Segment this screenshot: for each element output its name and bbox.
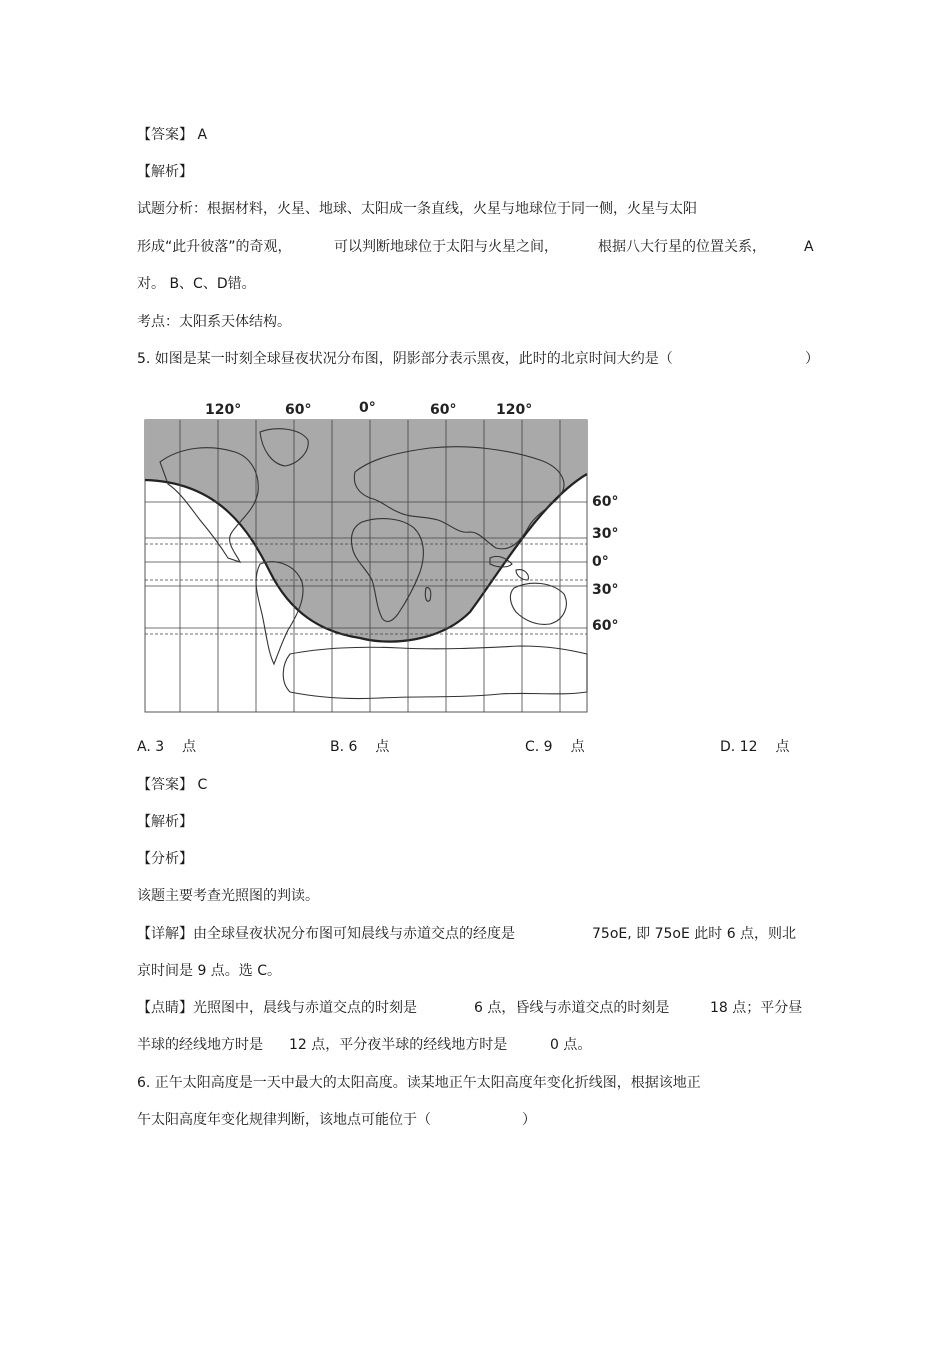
q5-fenxi-heading: 【分析】 [137, 851, 193, 867]
lon-label-60w: 60° [285, 402, 312, 418]
q5-tip-2b: 12 点，平分夜半球的经线地方时是 [289, 1037, 508, 1053]
q5-tip-1b: 6 点，昏线与赤道交点的时刻是 [474, 1000, 670, 1016]
lat-label-0: 0° [592, 554, 609, 570]
q4-analysis-2d: A [804, 239, 814, 255]
q5-tip-1c: 18 点；平分昼 [710, 1000, 803, 1016]
lat-label-30s: 30° [592, 582, 619, 598]
q5-option-b: B. 6 点 [330, 739, 390, 755]
q5-tip-2c: 0 点。 [550, 1037, 592, 1053]
q6-stem-2-close: ） [522, 1112, 536, 1128]
lon-label-120w: 120° [205, 402, 242, 418]
q4-kaodian: 考点：太阳系天体结构。 [137, 314, 291, 330]
lon-label-60e: 60° [430, 402, 457, 418]
q5-detail-1a: 【详解】由全球昼夜状况分布图可知晨线与赤道交点的经度是 [137, 926, 515, 942]
q5-tip-1a: 【点睛】光照图中，晨线与赤道交点的时刻是 [137, 1000, 417, 1016]
q5-stem-close: ） [805, 351, 819, 367]
q4-answer: 【答案】 A [137, 127, 208, 143]
q5-tip-2a: 半球的经线地方时是 [137, 1037, 263, 1053]
q6-stem-2-text: 午太阳高度年变化规律判断，该地点可能位于（ [137, 1112, 431, 1128]
q5-analysis-heading: 【解析】 [137, 814, 193, 830]
q5-option-d: D. 12 点 [720, 739, 790, 755]
q5-detail-line-2: 京时间是 9 点。选 C。 [137, 963, 282, 979]
lat-label-60s: 60° [592, 618, 619, 634]
q4-analysis-heading: 【解析】 [137, 164, 193, 180]
lon-label-0: 0° [359, 400, 376, 416]
q5-fenxi-text: 该题主要考查光照图的判读。 [137, 888, 319, 904]
q5-detail-1b: 75oE, 即 75oE 此时 6 点，则北 [592, 926, 797, 942]
day-night-map [140, 392, 640, 717]
lat-label-30n: 30° [592, 526, 619, 542]
q4-analysis-2b: 可以判断地球位于太阳与火星之间， [334, 239, 558, 255]
q4-analysis-2a: 形成“此升彼落”的奇观， [137, 239, 292, 255]
q5-option-c: C. 9 点 [525, 739, 585, 755]
q4-analysis-line-3: 对。 B、C、D错。 [137, 276, 256, 292]
lat-label-60n: 60° [592, 494, 619, 510]
q5-option-a: A. 3 点 [137, 739, 197, 755]
q4-analysis-line-1: 试题分析：根据材料，火星、地球、太阳成一条直线，火星与地球位于同一侧，火星与太阳 [137, 201, 697, 217]
q4-analysis-2c: 根据八大行星的位置关系， [598, 239, 766, 255]
q6-stem-line-1: 6. 正午太阳高度是一天中最大的太阳高度。读某地正午太阳高度年变化折线图，根据该地正 [137, 1075, 701, 1091]
q5-stem-text: 5. 如图是某一时刻全球昼夜状况分布图，阴影部分表示黑夜，此时的北京时间大约是（ [137, 351, 673, 367]
lon-label-120e: 120° [496, 402, 533, 418]
q5-answer: 【答案】 C [137, 777, 208, 793]
